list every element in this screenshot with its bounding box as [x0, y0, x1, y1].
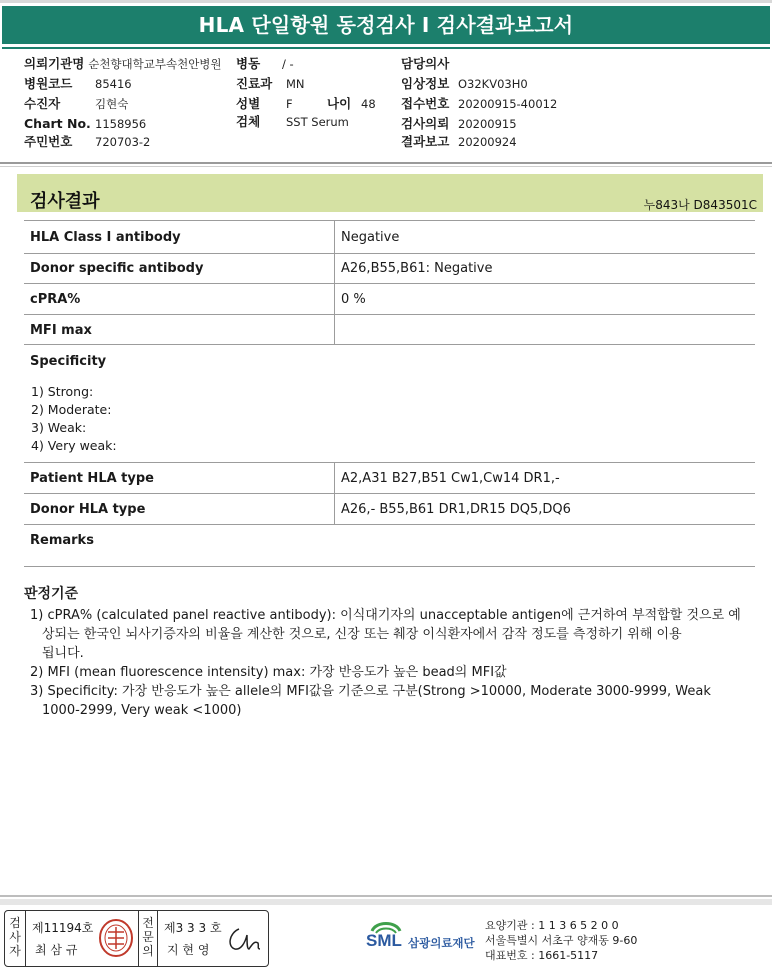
- sml-logo: [366, 917, 486, 957]
- table-row: Donor HLA type A26,- B55,B61 DR1,DR15 DQ5,DQ6: [24, 494, 755, 525]
- criteria-item-3: 3) Specificity: 가장 반응도가 높은 allele의 MFI값을 기준으로 구분(Strong >10000, Moderate 3000-9999, Weak 1000-2999, Very weak <1000): [30, 684, 711, 718]
- physician-field: 담당의사: [401, 56, 450, 71]
- top-border: [0, 0, 772, 3]
- list-item: 2) Moderate:: [31, 402, 112, 417]
- seal-stamp-icon: [98, 918, 134, 958]
- ward-field: 병동 / -: [236, 56, 294, 71]
- care-institution-no: 요양기관 : 1 1 3 6 5 2 0 0: [485, 919, 619, 932]
- footer-divider: [0, 895, 772, 897]
- specificity-list: [31, 383, 117, 455]
- table-row: cPRA% 0 %: [24, 284, 755, 315]
- request-date-field: 검사의뢰 20200915: [401, 116, 517, 131]
- footer-band: [0, 899, 772, 905]
- org-info: [485, 918, 637, 963]
- patient-field: 수진자 김현숙: [24, 96, 129, 111]
- criteria-title: 판정기준: [24, 586, 79, 602]
- chart-no-field: Chart No. 1158956: [24, 116, 147, 131]
- org-address: 서울특별시 서초구 양재동 9-60: [485, 934, 638, 947]
- table-row: MFI max: [24, 315, 755, 345]
- test-code: 누843나 D843501C: [643, 198, 757, 212]
- receipt-no-field: 접수번호 20200915-40012: [401, 96, 558, 111]
- title-rule: [2, 47, 770, 49]
- header-divider: [0, 162, 772, 164]
- report-date-field: 결과보고 20200924: [401, 134, 517, 149]
- sml-mark: SML: [366, 931, 402, 950]
- specialist-label: 전문의: [142, 916, 154, 958]
- remarks-row: Remarks: [24, 525, 755, 567]
- sex-field: 성별 F: [236, 96, 293, 111]
- examiner-name: 최 삼 규: [35, 943, 78, 957]
- results-title: 검사결과: [30, 191, 100, 212]
- specificity-row: Specificity 1) Strong: 2) Moderate: 3) Weak: 4) Very weak:: [24, 345, 755, 463]
- list-item: 1) Strong:: [31, 384, 94, 399]
- results-section-header: [17, 174, 763, 212]
- list-item: 3) Weak:: [31, 420, 87, 435]
- criteria-item-2: 2) MFI (mean fluorescence intensity) max: 가장 반응도가 높은 bead의 MFI값: [30, 665, 507, 680]
- clinical-info-field: 임상정보 O32KV03H0: [401, 76, 528, 91]
- signature-icon: [225, 925, 263, 955]
- specimen-field: 검체 SST Serum: [236, 114, 349, 129]
- header-divider-light: [0, 166, 772, 167]
- age-field: 나이 48: [327, 96, 376, 111]
- institution-field: 의뢰기관명 순천향대학교부속천안병원: [24, 56, 222, 71]
- org-name: 삼광의료재단: [408, 936, 475, 950]
- table-row: Donor specific antibody A26,B55,B61: Negative: [24, 253, 755, 284]
- specialist-license: 제3 3 3 호: [164, 921, 222, 935]
- org-phone: 대표번호 : 1661-5117: [485, 949, 599, 962]
- id-no-field: 주민번호 720703-2: [24, 134, 151, 149]
- hospital-code-field: 병원코드 85416: [24, 76, 132, 91]
- signature-box: [4, 910, 269, 967]
- criteria-list: [30, 606, 750, 720]
- department-field: 진료과 MN: [236, 76, 305, 91]
- examiner-license: 제11194호: [32, 921, 94, 935]
- examiner-label: 검사자: [9, 916, 21, 958]
- table-row: Patient HLA type A2,A31 B27,B51 Cw1,Cw14 DR1,-: [24, 463, 755, 494]
- specialist-name: 지 현 영: [167, 943, 210, 957]
- table-row: HLA Class Ⅰ antibody Negative: [24, 220, 755, 254]
- report-title: HLA 단일항원 동정검사 I 검사결과보고서: [2, 6, 770, 44]
- criteria-item-1: 1) cPRA% (calculated panel reactive antibody): 이식대기자의 unacceptable antigen에 근거하여 부적합할 것으로 예 상되는 한국인 뇌사기증자의 비율을 계산한 것으로, 신장 또는 췌장 이식환자에서 감작 정도를 측정하기 위해 이용 됩니다.: [30, 608, 741, 661]
- list-item: 4) Very weak:: [31, 438, 117, 453]
